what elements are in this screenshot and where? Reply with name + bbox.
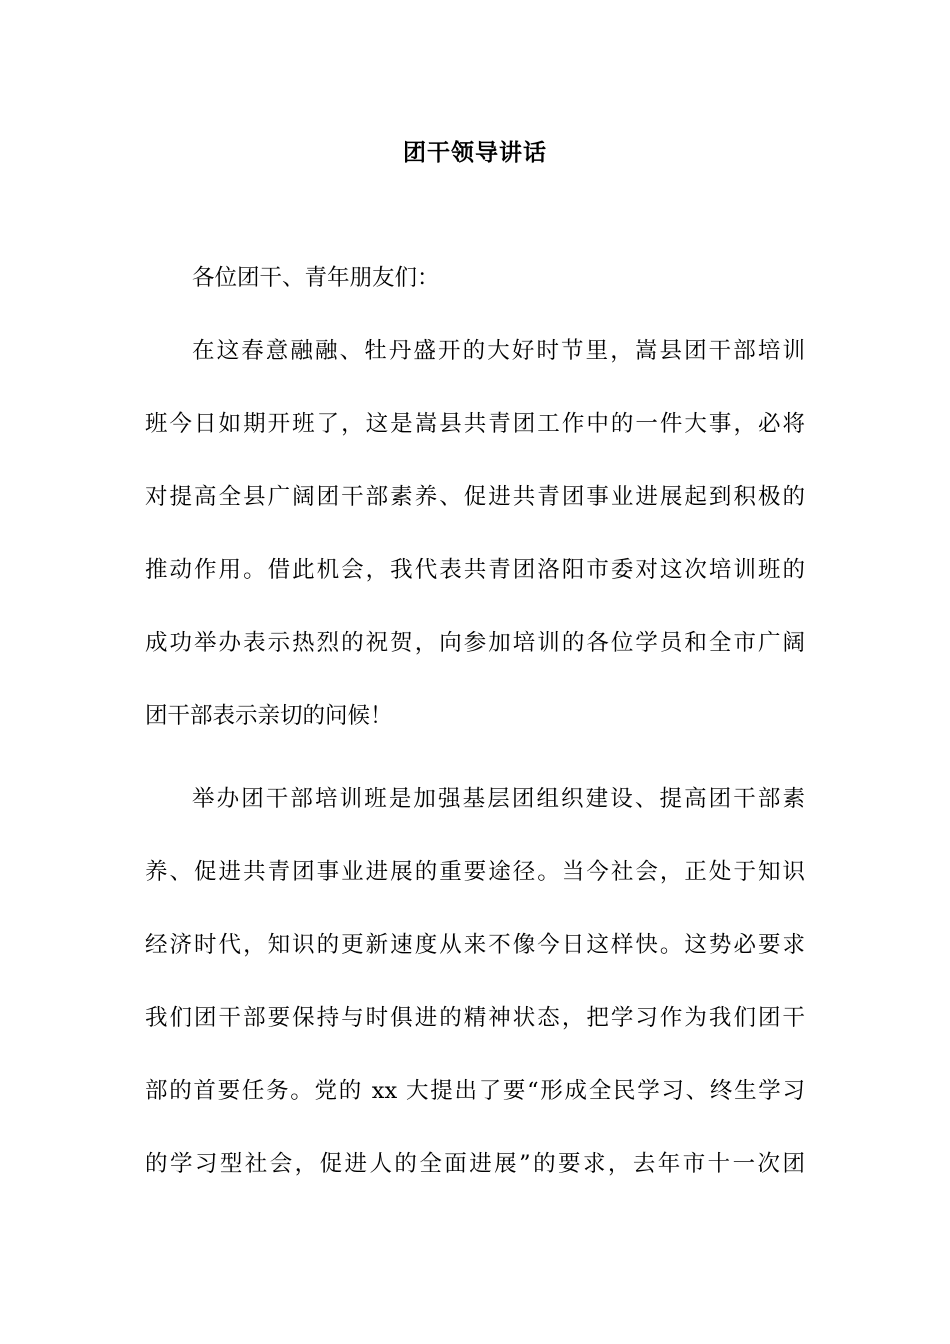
paragraph-line: 团干部表示亲切的问候！ bbox=[145, 703, 393, 729]
paragraph-line: 养、促进共青团事业进展的重要途径。当今社会，正处于知识 bbox=[145, 859, 805, 885]
paragraph-line: 推动作用。借此机会，我代表共青团洛阳市委对这次培训班的 bbox=[145, 557, 805, 583]
paragraph-line: 对提高全县广阔团干部素养、促进共青团事业进展起到积极的 bbox=[145, 484, 805, 510]
paragraph-line: 班今日如期开班了，这是嵩县共青团工作中的一件大事，必将 bbox=[145, 411, 805, 437]
paragraph-line: 部的首要任务。党的 xx 大提出了要“形成全民学习、终生学习 bbox=[145, 1078, 805, 1104]
salutation: 各位团干、青年朋友们： bbox=[192, 265, 440, 291]
paragraph-line: 成功举办表示热烈的祝贺，向参加培训的各位学员和全市广阔 bbox=[145, 630, 805, 656]
document-title: 团干领导讲话 bbox=[403, 139, 547, 166]
paragraph-line: 的学习型社会，促进人的全面进展”的要求，去年市十一次团 bbox=[145, 1151, 805, 1177]
paragraph-line: 经济时代，知识的更新速度从来不像今日这样快。这势必要求 bbox=[145, 932, 805, 958]
paragraph-line: 举办团干部培训班是加强基层团组织建设、提高团干部素 bbox=[192, 786, 805, 812]
paragraph-line: 我们团干部要保持与时俱进的精神状态，把学习作为我们团干 bbox=[145, 1005, 805, 1031]
paragraph-line: 在这春意融融、牡丹盛开的大好时节里，嵩县团干部培训 bbox=[192, 338, 805, 364]
